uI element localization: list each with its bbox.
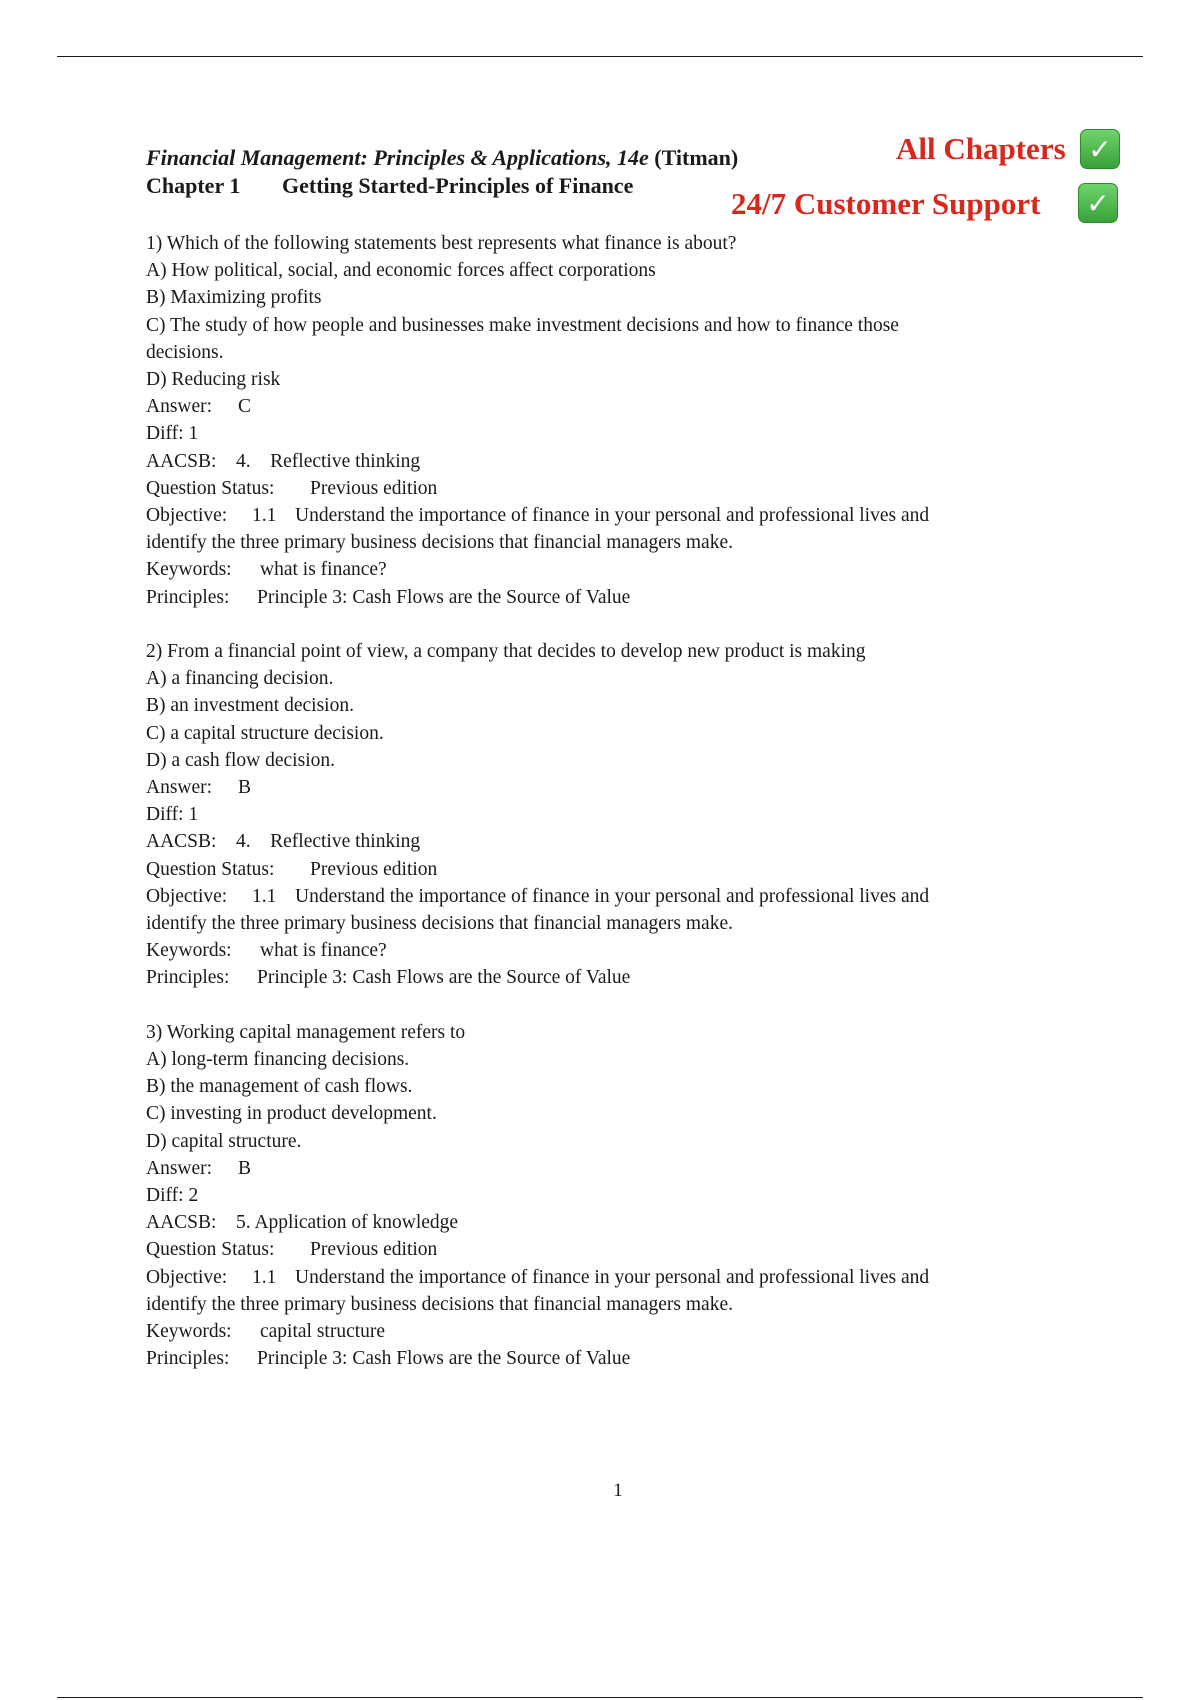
answer-option: decisions. [146, 341, 224, 363]
question-block [146, 638, 1046, 992]
chapter-label: Chapter 1 [146, 173, 241, 198]
answer-line [146, 393, 1046, 420]
answer-line [146, 1155, 1046, 1182]
objective-continued: identify the three primary business decisions that financial managers make. [146, 913, 733, 935]
diff-value: 2 [188, 1185, 199, 1207]
answer-value: B [238, 1157, 252, 1179]
aacsb-number: 4. [236, 450, 251, 472]
book-author: (Titman) [654, 145, 739, 170]
keywords-value: what is finance? [260, 940, 387, 962]
objective-line [146, 883, 1046, 910]
answer-option: C) investing in product development. [146, 1103, 437, 1125]
keywords-value: what is finance? [260, 559, 387, 581]
objective-number: 1.1 [252, 885, 277, 907]
bottom-rule [57, 1697, 1143, 1698]
keywords-line [146, 937, 1046, 964]
status-line [146, 856, 1046, 883]
keywords-line [146, 1318, 1046, 1345]
aacsb-label: AACSB: [146, 1212, 217, 1234]
principles-label: Principles: [146, 967, 230, 989]
principles-label: Principles: [146, 1348, 230, 1370]
question-list [146, 230, 1046, 1373]
status-label: Question Status: [146, 1239, 275, 1261]
chapter-title: Getting Started-Principles of Finance [282, 173, 634, 198]
status-line [146, 1236, 1046, 1263]
answer-label: Answer: [146, 396, 213, 418]
status-line [146, 475, 1046, 502]
objective-label: Objective: [146, 505, 228, 527]
spacer [146, 611, 1046, 638]
aacsb-label: AACSB: [146, 450, 217, 472]
answer-value: C [238, 396, 252, 418]
answer-option: D) capital structure. [146, 1130, 302, 1152]
objective-line [146, 502, 1046, 529]
keywords-label: Keywords: [146, 1321, 232, 1343]
answer-label: Answer: [146, 1157, 213, 1179]
aacsb-label: AACSB: [146, 831, 217, 853]
aacsb-value: Application of knowledge [254, 1212, 459, 1234]
keywords-label: Keywords: [146, 559, 232, 581]
objective-text: Understand the importance of finance in your personal and professional lives and [295, 505, 930, 527]
objective-line [146, 1264, 1046, 1291]
question-stem: 2) From a financial point of view, a company that decides to develop new product is making [146, 641, 866, 663]
objective-label: Objective: [146, 885, 228, 907]
promo-all-chapters: All Chapters [896, 131, 1066, 166]
objective-continued: identify the three primary business decisions that financial managers make. [146, 532, 733, 554]
chapter-line [146, 172, 738, 200]
principles-line [146, 1345, 1046, 1372]
objective-number: 1.1 [252, 1266, 277, 1288]
aacsb-line [146, 828, 1046, 855]
answer-option: D) a cash flow decision. [146, 749, 335, 771]
book-title: Financial Management: Principles & Applications, 14e [146, 145, 649, 170]
keywords-line [146, 556, 1046, 583]
answer-option: D) Reducing risk [146, 369, 281, 391]
diff-line [146, 801, 1046, 828]
objective-text: Understand the importance of finance in your personal and professional lives and [295, 885, 930, 907]
answer-label: Answer: [146, 777, 213, 799]
answer-value: B [238, 777, 252, 799]
objective-text: Understand the importance of finance in your personal and professional lives and [295, 1266, 930, 1288]
objective-continued: identify the three primary business decisions that financial managers make. [146, 1293, 733, 1315]
document-header [146, 144, 738, 200]
question-stem: 3) Working capital management refers to [146, 1021, 466, 1043]
objective-number: 1.1 [252, 505, 277, 527]
answer-option: C) The study of how people and businesses make investment decisions and how to finance those [146, 314, 899, 336]
question-stem: 1) Which of the following statements best represents what finance is about? [146, 233, 737, 254]
promo-customer-support: 24/7 Customer Support [731, 186, 1041, 221]
answer-option: B) the management of cash flows. [146, 1076, 413, 1098]
principles-value: Principle 3: Cash Flows are the Source of Value [257, 1348, 631, 1370]
page-number: 1 [613, 1480, 623, 1501]
status-label: Question Status: [146, 858, 275, 880]
aacsb-value: Reflective thinking [270, 450, 421, 472]
question-block [146, 1019, 1046, 1373]
check-icon: ✓ [1078, 183, 1118, 223]
spacer [146, 992, 1046, 1019]
diff-label: Diff: [146, 1185, 184, 1207]
diff-value: 1 [188, 423, 199, 445]
keywords-value: capital structure [260, 1321, 386, 1343]
answer-option: A) long-term financing decisions. [146, 1049, 410, 1071]
answer-option: A) How political, social, and economic forces affect corporations [146, 260, 656, 282]
aacsb-value: Reflective thinking [270, 831, 421, 853]
aacsb-number: 4. [236, 831, 251, 853]
status-value: Previous edition [310, 858, 438, 880]
aacsb-line [146, 448, 1046, 475]
principles-line [146, 584, 1046, 611]
diff-label: Diff: [146, 804, 184, 826]
aacsb-number: 5. [236, 1212, 251, 1234]
principles-line [146, 964, 1046, 991]
diff-label: Diff: [146, 423, 184, 445]
diff-line [146, 420, 1046, 447]
objective-label: Objective: [146, 1266, 228, 1288]
aacsb-line [146, 1209, 1046, 1236]
principles-value: Principle 3: Cash Flows are the Source of Value [257, 586, 631, 608]
diff-value: 1 [188, 804, 199, 826]
status-value: Previous edition [310, 1239, 438, 1261]
status-label: Question Status: [146, 477, 275, 499]
check-icon: ✓ [1080, 129, 1120, 169]
book-title-line [146, 144, 738, 172]
answer-option: B) an investment decision. [146, 695, 354, 717]
principles-label: Principles: [146, 586, 230, 608]
answer-option: C) a capital structure decision. [146, 722, 384, 744]
answer-option: B) Maximizing profits [146, 287, 322, 309]
diff-line [146, 1182, 1046, 1209]
answer-option: A) a financing decision. [146, 668, 334, 690]
keywords-label: Keywords: [146, 940, 232, 962]
principles-value: Principle 3: Cash Flows are the Source of Value [257, 967, 631, 989]
question-block [146, 230, 1046, 611]
status-value: Previous edition [310, 477, 438, 499]
answer-line [146, 774, 1046, 801]
top-rule [57, 56, 1143, 57]
